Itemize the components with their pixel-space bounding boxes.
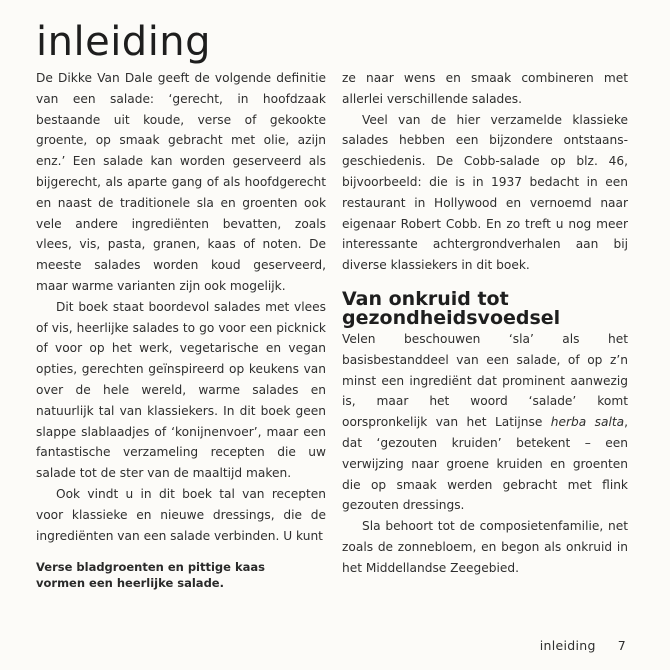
- section-subheading: Van onkruid tot gezondheidsvoedsel: [342, 287, 561, 329]
- paragraph-cobb-salad: Veel van de hier verzamelde klassieke salades hebben een bijzondere ontstaans-geschiedenis. De Cobb-salade op blz. 46, bijvoorbeeld: die is in 1937 bedacht in een restaurant in Hollywood en vernoemd naar eigenaar Robert Cobb. En zo treft u nog meer interessante achtergrondverhalen aan bij diverse klassiekers in dit boek.: [342, 112, 628, 273]
- etymology-text-before: Velen beschouwen ‘sla’ als het basisbestanddeel van een salade, of op z’n minst een ingrediënt dat prominent aanwezig is, maar het woord ‘salade’ komt oorspronkelijk van het Latijnse: [342, 331, 628, 430]
- page-number: 7: [617, 638, 626, 653]
- page-title: inleiding: [36, 19, 212, 65]
- paragraph-definition: De Dikke Van Dale geeft de volgende definitie van een salade: ‘gerecht, in hoofdzaak bestaande uit koude, verse of gekookte groente, op smaak gebracht met olie, azijn enz.’ Een salade kan worden geserveerd als bijgerecht, als aparte gang of als hoofdgerecht en naast de traditionele sla en groenten ook vele andere ingrediënten bevatten, zoals vlees, vis, pasta, granen, kaas of noten. De meeste salades worden koud geserveerd, maar warme varianten zijn ook mogelijk.: [36, 71, 326, 293]
- latin-term: herba salta: [550, 415, 625, 430]
- paragraph-continuation: ze naar wens en smaak combineren met allerlei verschillende salades.: [342, 71, 628, 106]
- paragraph-book-contents: Dit boek staat boordevol salades met vlees of vis, heerlijke salades to go voor een picknick of voor op het werk, vegetarische en vegan opties, gerechten geïnspireerd op keukens van over de hele wereld, warme salades en natuurlijk tal van klassiekers. In dit boek geen slappe slablaadjes of ‘konijnenvoer’, maar een fantastische verzameling recepten die uw salade tot de ster van de maaltijd maken.: [36, 299, 326, 481]
- paragraph-composite-family: Sla behoort tot de composietenfamilie, net zoals de zonnebloem, en begon als onkruid in het Middellandse Zeegebied.: [342, 519, 628, 575]
- footer-section-name: inleiding: [539, 638, 596, 653]
- etymology-text-after: , dat ‘gezouten kruiden’ betekent – een verwijzing naar groene kruiden en groenten die op smaak werden gebracht met flink gezouten dressings.: [342, 415, 628, 513]
- photo-caption: Verse bladgroenten en pittige kaas vormen een heerlijke salade.: [36, 560, 265, 590]
- paragraph-etymology: [342, 329, 628, 516]
- left-column: [36, 68, 326, 546]
- page-footer: [540, 638, 626, 653]
- right-column: [342, 68, 628, 579]
- paragraph-dressings: Ook vindt u in dit boek tal van recepten voor klassieke en nieuwe dressings, die de ingrediënten van een salade verbinden. U kunt: [36, 486, 326, 543]
